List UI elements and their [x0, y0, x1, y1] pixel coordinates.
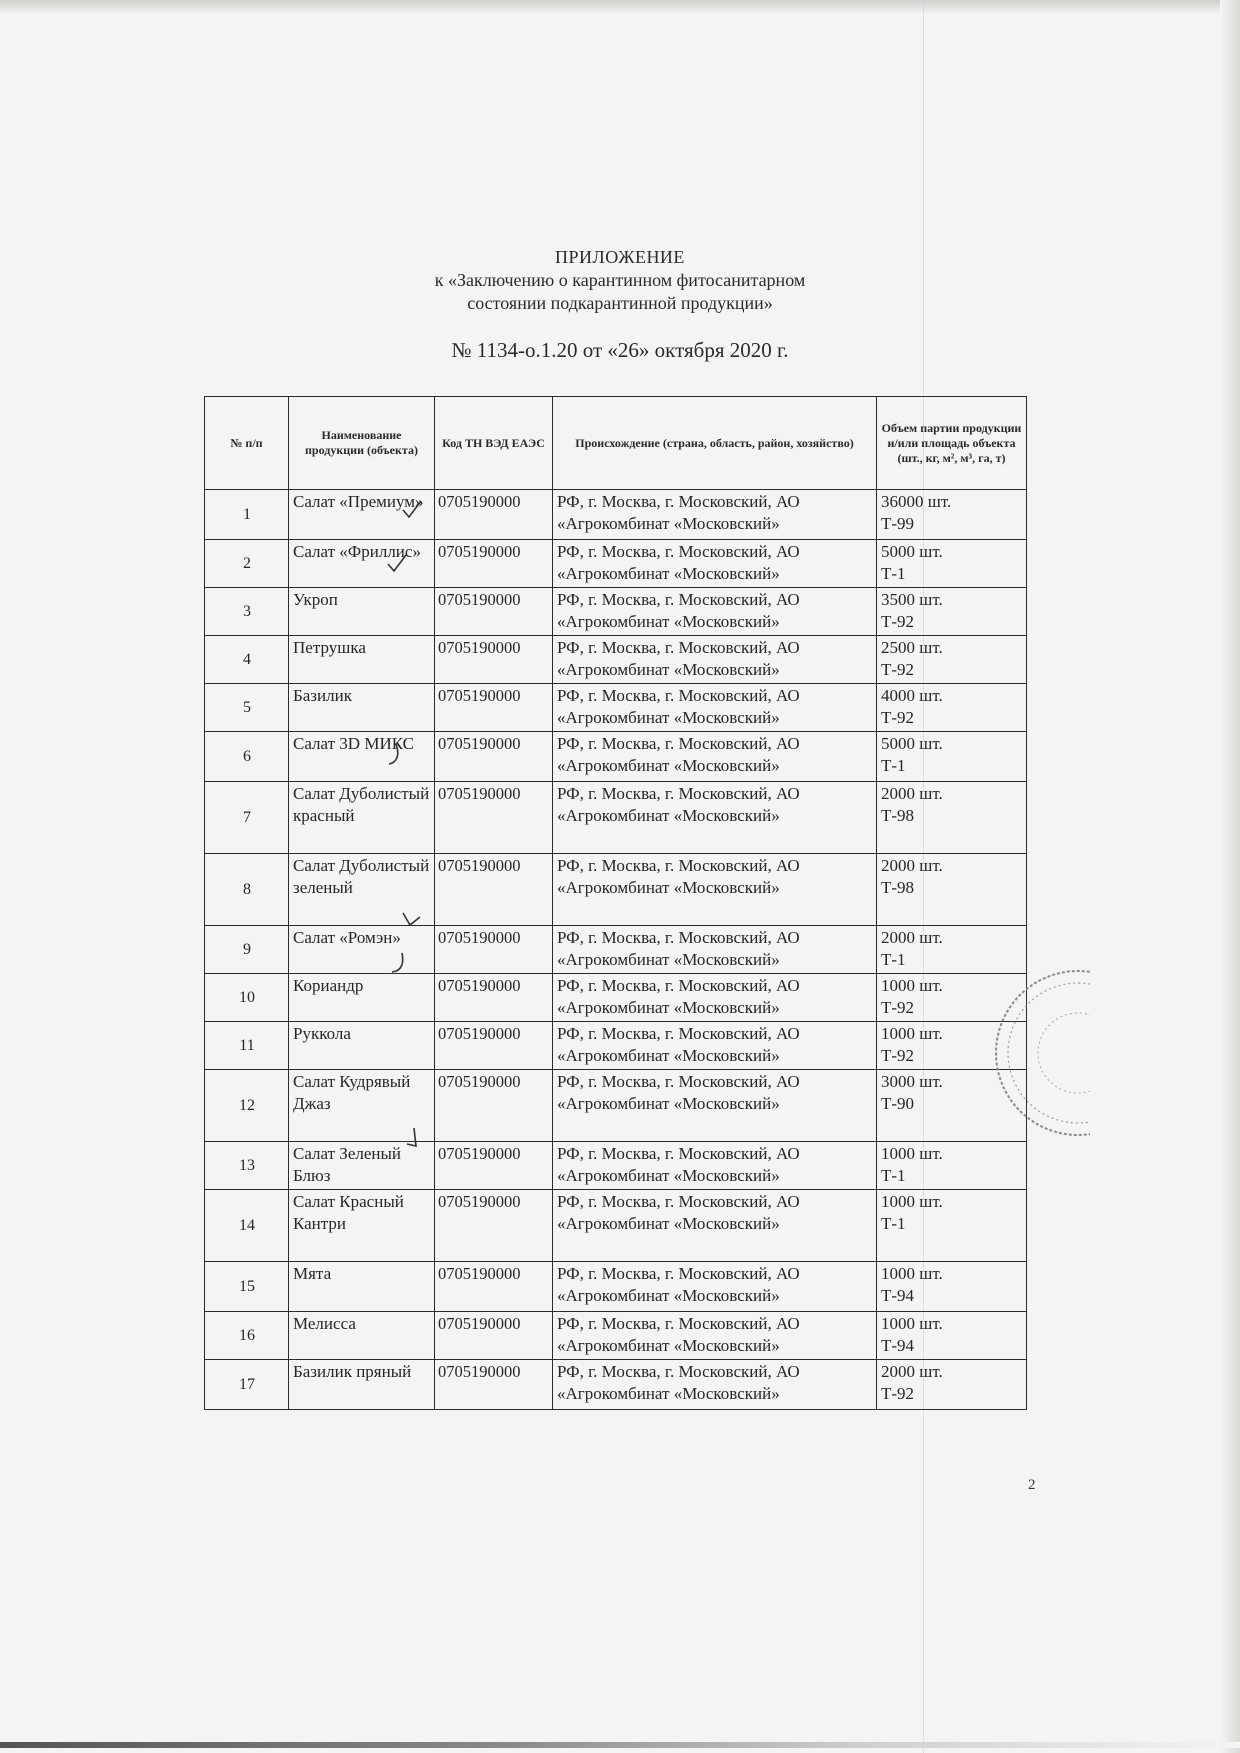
origin-cell: РФ, г. Москва, г. Московский, АО «Агрокомбинат «Московский»	[553, 782, 877, 854]
row-number-cell: 13	[205, 1142, 289, 1190]
row-number-cell: 11	[205, 1022, 289, 1070]
product-name-cell: Салат «Премиум»	[289, 490, 435, 540]
document-number: № 1134-о.1.20 от «26» октября 2020 г.	[451, 338, 789, 362]
row-number-cell: 9	[205, 926, 289, 974]
table-row	[205, 1142, 1027, 1190]
column-header-number: № п/п	[205, 397, 289, 490]
scan-edge-right	[1220, 0, 1240, 1753]
origin-cell: РФ, г. Москва, г. Московский, АО «Агрокомбинат «Московский»	[553, 732, 877, 782]
table-row	[205, 782, 1027, 854]
table-row	[205, 1312, 1027, 1360]
product-name-cell: Салат Красный Кантри	[289, 1190, 435, 1262]
document-title: ПРИЛОЖЕНИЕ	[555, 247, 685, 267]
volume-type: Т-1	[881, 950, 906, 969]
volume-amount: 3500 шт.	[881, 590, 943, 609]
product-name-cell: Руккола	[289, 1022, 435, 1070]
volume-amount: 5000 шт.	[881, 542, 943, 561]
table-row	[205, 732, 1027, 782]
hs-code-cell: 0705190000	[435, 974, 553, 1022]
product-name-cell: Салат 3D МИКС	[289, 732, 435, 782]
volume-cell	[877, 732, 1027, 782]
hs-code-cell: 0705190000	[435, 1190, 553, 1262]
table-row	[205, 636, 1027, 684]
checkmark-icon	[385, 552, 409, 576]
volume-cell	[877, 490, 1027, 540]
volume-amount: 1000 шт.	[881, 1024, 943, 1043]
hs-code-cell: 0705190000	[435, 636, 553, 684]
document-header	[300, 246, 940, 363]
product-name-cell: Салат Дуболистый красный	[289, 782, 435, 854]
row-number-cell: 16	[205, 1312, 289, 1360]
volume-amount: 3000 шт.	[881, 1072, 943, 1091]
table-row	[205, 1190, 1027, 1262]
volume-cell	[877, 588, 1027, 636]
product-name-cell: Базилик	[289, 684, 435, 732]
origin-cell: РФ, г. Москва, г. Московский, АО «Агрокомбинат «Московский»	[553, 636, 877, 684]
row-number-cell: 14	[205, 1190, 289, 1262]
volume-amount: 2000 шт.	[881, 1362, 943, 1381]
hs-code-cell: 0705190000	[435, 1070, 553, 1142]
volume-cell	[877, 684, 1027, 732]
volume-cell	[877, 854, 1027, 926]
origin-cell: РФ, г. Москва, г. Московский, АО «Агрокомбинат «Московский»	[553, 1312, 877, 1360]
product-name-cell: Мелисса	[289, 1312, 435, 1360]
volume-cell	[877, 782, 1027, 854]
products-table	[204, 396, 1027, 1410]
volume-type: Т-98	[881, 806, 915, 825]
origin-cell: РФ, г. Москва, г. Московский, АО «Агрокомбинат «Московский»	[553, 588, 877, 636]
table-row	[205, 974, 1027, 1022]
volume-type: Т-92	[881, 1046, 915, 1065]
volume-amount: 2000 шт.	[881, 784, 943, 803]
volume-cell	[877, 540, 1027, 588]
checkmark-icon	[383, 742, 403, 768]
volume-cell	[877, 636, 1027, 684]
row-number-cell: 6	[205, 732, 289, 782]
document-subtitle-line1: к «Заключению о карантинном фитосанитарном	[434, 270, 806, 290]
column-header-origin: Происхождение (страна, область, район, хозяйство)	[553, 397, 877, 490]
product-name-cell: Кориандр	[289, 974, 435, 1022]
column-header-code: Код ТН ВЭД ЕАЭС	[435, 397, 553, 490]
row-number-cell: 8	[205, 854, 289, 926]
volume-amount: 1000 шт.	[881, 976, 943, 995]
table-row	[205, 490, 1027, 540]
volume-amount: 1000 шт.	[881, 1144, 943, 1163]
volume-type: Т-1	[881, 564, 906, 583]
row-number-cell: 3	[205, 588, 289, 636]
origin-cell: РФ, г. Москва, г. Московский, АО «Агрокомбинат «Московский»	[553, 684, 877, 732]
volume-cell	[877, 1190, 1027, 1262]
origin-cell: РФ, г. Москва, г. Московский, АО «Агрокомбинат «Московский»	[553, 1142, 877, 1190]
table-row	[205, 1360, 1027, 1410]
volume-amount: 1000 шт.	[881, 1314, 943, 1333]
volume-amount: 36000 шт.	[881, 492, 952, 511]
product-name-cell: Петрушка	[289, 636, 435, 684]
volume-type: Т-92	[881, 1384, 915, 1403]
origin-cell: РФ, г. Москва, г. Московский, АО «Агрокомбинат «Московский»	[553, 854, 877, 926]
hs-code-cell: 0705190000	[435, 1142, 553, 1190]
hs-code-cell: 0705190000	[435, 1022, 553, 1070]
volume-amount: 2000 шт.	[881, 928, 943, 947]
volume-type: Т-92	[881, 708, 915, 727]
hs-code-cell: 0705190000	[435, 732, 553, 782]
product-name-cell: Салат Зеленый Блюз	[289, 1142, 435, 1190]
volume-type: Т-1	[881, 1166, 906, 1185]
volume-type: Т-92	[881, 998, 915, 1017]
row-number-cell: 5	[205, 684, 289, 732]
volume-type: Т-92	[881, 660, 915, 679]
column-header-name: Наименование продукции (объекта)	[289, 397, 435, 490]
origin-cell: РФ, г. Москва, г. Московский, АО «Агрокомбинат «Московский»	[553, 490, 877, 540]
row-number-cell: 1	[205, 490, 289, 540]
seal-stamp-icon	[978, 965, 1090, 1140]
hs-code-cell: 0705190000	[435, 1360, 553, 1410]
row-number-cell: 7	[205, 782, 289, 854]
volume-cell	[877, 1360, 1027, 1410]
volume-type: Т-1	[881, 1214, 906, 1233]
origin-cell: РФ, г. Москва, г. Московский, АО «Агрокомбинат «Московский»	[553, 1262, 877, 1312]
table-body	[205, 490, 1027, 1410]
hs-code-cell: 0705190000	[435, 854, 553, 926]
product-name-cell: Салат «Ромэн»	[289, 926, 435, 974]
checkmark-icon	[388, 951, 408, 975]
product-name-cell: Базилик пряный	[289, 1360, 435, 1410]
volume-type: Т-90	[881, 1094, 915, 1113]
scan-edge-top	[0, 0, 1240, 14]
origin-cell: РФ, г. Москва, г. Московский, АО «Агрокомбинат «Московский»	[553, 926, 877, 974]
volume-amount: 1000 шт.	[881, 1192, 943, 1211]
origin-cell: РФ, г. Москва, г. Московский, АО «Агрокомбинат «Московский»	[553, 1190, 877, 1262]
table-row	[205, 540, 1027, 588]
document-subtitle-line2: состоянии подкарантинной продукции»	[467, 293, 773, 313]
row-number-cell: 10	[205, 974, 289, 1022]
volume-type: Т-1	[881, 756, 906, 775]
row-number-cell: 12	[205, 1070, 289, 1142]
table-row	[205, 926, 1027, 974]
product-name-cell: Укроп	[289, 588, 435, 636]
volume-amount: 1000 шт.	[881, 1264, 943, 1283]
origin-cell: РФ, г. Москва, г. Московский, АО «Агрокомбинат «Московский»	[553, 540, 877, 588]
volume-cell	[877, 1142, 1027, 1190]
table-row	[205, 1262, 1027, 1312]
hs-code-cell: 0705190000	[435, 684, 553, 732]
volume-amount: 2000 шт.	[881, 856, 943, 875]
product-name-cell: Мята	[289, 1262, 435, 1312]
row-number-cell: 15	[205, 1262, 289, 1312]
origin-cell: РФ, г. Москва, г. Московский, АО «Агрокомбинат «Московский»	[553, 1022, 877, 1070]
hs-code-cell: 0705190000	[435, 588, 553, 636]
volume-amount: 5000 шт.	[881, 734, 943, 753]
row-number-cell: 17	[205, 1360, 289, 1410]
table-row	[205, 854, 1027, 926]
product-name-cell: Салат Кудрявый Джаз	[289, 1070, 435, 1142]
volume-amount: 4000 шт.	[881, 686, 943, 705]
volume-type: Т-94	[881, 1286, 915, 1305]
product-name-cell: Салат «Фриллис»	[289, 540, 435, 588]
hs-code-cell: 0705190000	[435, 1312, 553, 1360]
volume-cell	[877, 1262, 1027, 1312]
hs-code-cell: 0705190000	[435, 540, 553, 588]
column-header-volume: Объем партии продукции и/или площадь объекта (шт., кг, м², м³, га, т)	[877, 397, 1027, 490]
row-number-cell: 2	[205, 540, 289, 588]
origin-cell: РФ, г. Москва, г. Московский, АО «Агрокомбинат «Московский»	[553, 1360, 877, 1410]
origin-cell: РФ, г. Москва, г. Московский, АО «Агрокомбинат «Московский»	[553, 1070, 877, 1142]
volume-cell	[877, 1312, 1027, 1360]
volume-type: Т-92	[881, 612, 915, 631]
table-header-row	[205, 397, 1027, 490]
checkmark-icon	[403, 1126, 423, 1150]
hs-code-cell: 0705190000	[435, 926, 553, 974]
volume-type: Т-94	[881, 1336, 915, 1355]
hs-code-cell: 0705190000	[435, 782, 553, 854]
volume-type: Т-98	[881, 878, 915, 897]
volume-amount: 2500 шт.	[881, 638, 943, 657]
origin-cell: РФ, г. Москва, г. Московский, АО «Агрокомбинат «Московский»	[553, 974, 877, 1022]
table-row	[205, 684, 1027, 732]
table-row	[205, 1070, 1027, 1142]
row-number-cell: 4	[205, 636, 289, 684]
checkmark-icon	[400, 905, 424, 929]
product-name-cell: Салат Дуболистый зеленый	[289, 854, 435, 926]
hs-code-cell: 0705190000	[435, 490, 553, 540]
checkmark-icon	[400, 498, 424, 522]
table-row	[205, 1022, 1027, 1070]
page-number: 2	[1028, 1477, 1036, 1493]
table-row	[205, 588, 1027, 636]
scan-edge-bottom	[0, 1742, 1240, 1748]
volume-type: Т-99	[881, 514, 915, 533]
hs-code-cell: 0705190000	[435, 1262, 553, 1312]
